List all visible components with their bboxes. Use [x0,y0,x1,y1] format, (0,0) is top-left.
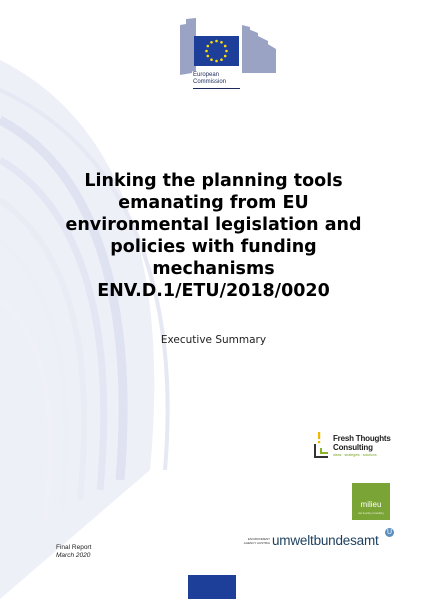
report-info [56,544,91,560]
logo-line-2: Commission [193,79,227,85]
uba-descriptor-line-2: AGENCY AUSTRIA [243,541,270,545]
report-type: Final Report [56,544,92,551]
fresh-thoughts-tagline: ideas · strategies · solutions [333,453,377,457]
title-line: policies with funding [110,237,317,257]
fresh-thoughts-line-1: Fresh Thoughts [333,434,391,443]
title-line: emanating from EU [118,193,309,213]
title-line: environmental legislation and [65,215,362,235]
uba-descriptor-line-1: ENVIRONMENT [247,537,270,541]
milieu-tagline: law & policy consulting [358,512,384,515]
report-date: March 2020 [56,552,91,559]
document-title [40,170,387,302]
european-commission-logo-text [193,72,226,86]
uba-descriptor [228,537,270,545]
title-line: Linking the planning tools [84,171,343,191]
logo-line-1: European [193,72,220,78]
uba-badge-icon: U [386,529,393,536]
document-subtitle: Executive Summary [160,334,267,346]
umweltbundesamt-logo [272,533,379,548]
uba-name-part-1: umwelt [272,533,314,548]
title-line: mechanisms [152,259,275,279]
fresh-thoughts-line-2: Consulting [333,443,373,452]
milieu-logo [352,483,390,520]
uba-name-part-2: bundesamt [313,533,379,548]
milieu-name: milieu [360,500,382,509]
european-commission-logo [172,15,292,95]
logo-divider [193,88,240,89]
fresh-thoughts-name [333,434,391,452]
contract-reference: ENV.D.1/ETU/2018/0020 [97,281,330,301]
eu-flag-footer [188,575,236,599]
